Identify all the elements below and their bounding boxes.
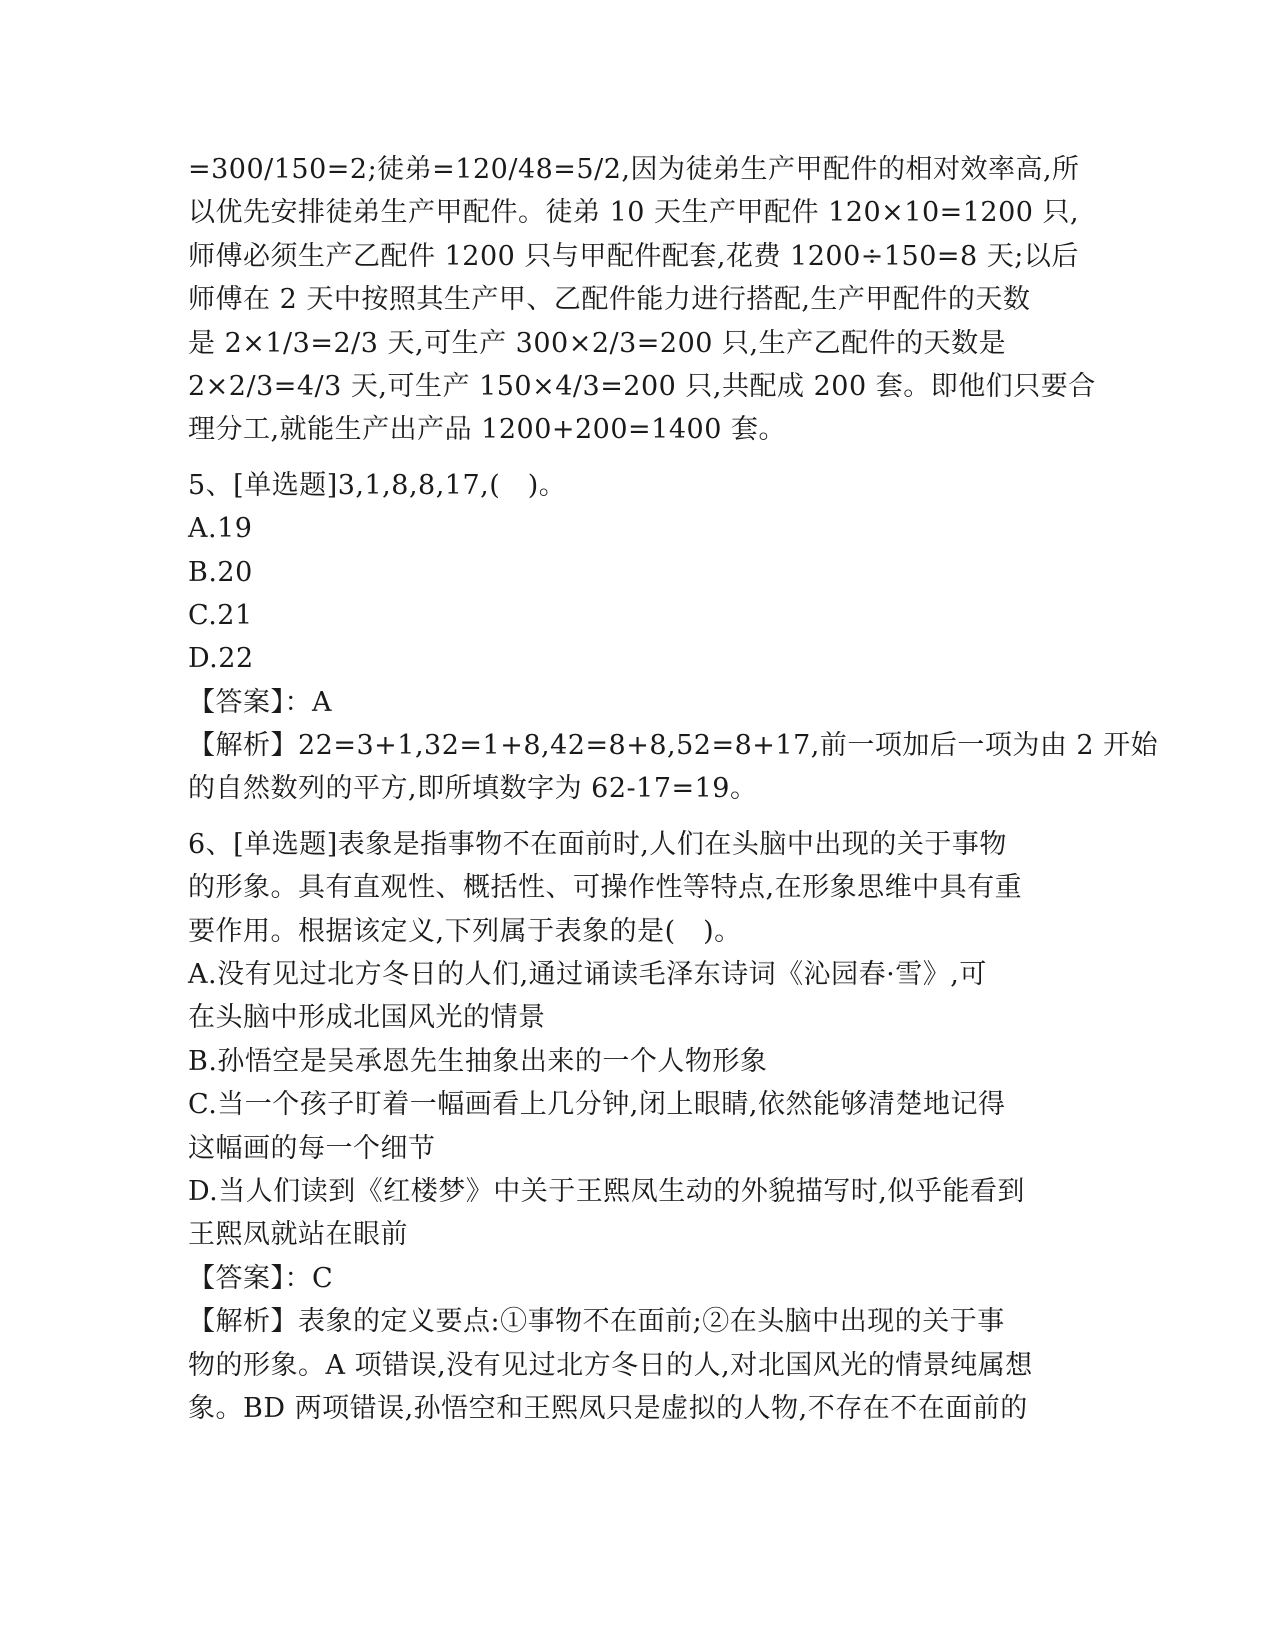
analysis-line: 物的形象。A 项错误,没有见过北方冬日的人,对北国风光的情景纯属想 xyxy=(188,1349,1033,1381)
text-line: 理分工,就能生产出产品 1200+200=1400 套。 xyxy=(188,414,786,446)
option-d: D.22 xyxy=(188,643,254,675)
answer: 【答案】：A xyxy=(188,686,332,718)
text-line: =300/150=2;徒弟=120/48=5/2,因为徒弟生产甲配件的相对效率高,所 xyxy=(188,154,1080,185)
option-d: D.当人们读到《红楼梦》中关于王熙凤生动的外貌描写时,似乎能看到 xyxy=(188,1175,1025,1207)
question-stem: 要作用。根据该定义,下列属于表象的是( )。 xyxy=(188,915,742,947)
spacer xyxy=(188,811,1088,823)
document-page xyxy=(188,148,1159,1430)
option-a: A.19 xyxy=(188,513,253,545)
spacer xyxy=(188,452,1088,464)
question-stem: 5、[单选题]3,1,8,8,17,( )。 xyxy=(188,469,567,501)
previous-analysis-continuation xyxy=(188,148,1096,452)
option-d: 王熙凤就站在眼前 xyxy=(188,1219,408,1251)
analysis-line: 的自然数列的平方,即所填数字为 62-17=19。 xyxy=(188,773,758,805)
question-stem: 的形象。具有直观性、概括性、可操作性等特点,在形象思维中具有重 xyxy=(188,872,1023,904)
text-line: 2×2/3=4/3 天,可生产 150×4/3=200 只,共配成 200 套。即他们只要合 xyxy=(188,370,1096,402)
question-stem: 6、[单选题]表象是指事物不在面前时,人们在头脑中出现的关于事物 xyxy=(188,828,1007,860)
option-c: C.当一个孩子盯着一幅画看上几分钟,闭上眼睛,依然能够清楚地记得 xyxy=(188,1089,1006,1121)
text-line: 师傅必须生产乙配件 1200 只与甲配件配套,花费 1200÷150=8 天;以后 xyxy=(188,240,1079,272)
option-b: B.20 xyxy=(188,556,253,588)
text-line: 是 2×1/3=2/3 天,可生产 300×2/3=200 只,生产乙配件的天数是 xyxy=(188,327,1007,359)
text-line: 师傅在 2 天中按照其生产甲、乙配件能力进行搭配,生产甲配件的天数 xyxy=(188,284,1031,316)
option-a: 在头脑中形成北国风光的情景 xyxy=(188,1002,546,1034)
analysis-line: 【解析】22=3+1,32=1+8,42=8+8,52=8+17,前一项加后一项为由 2 开始 xyxy=(188,730,1159,762)
text-line: 以优先安排徒弟生产甲配件。徒弟 10 天生产甲配件 120×10=1200 只, xyxy=(188,197,1080,229)
answer: 【答案】：C xyxy=(188,1262,334,1294)
analysis-line: 象。BD 两项错误,孙悟空和王熙凤只是虚拟的人物,不存在不在面前的 xyxy=(188,1392,1028,1424)
option-c: C.21 xyxy=(188,599,253,631)
option-a: A.没有见过北方冬日的人们,通过诵读毛泽东诗词《沁园春·雪》,可 xyxy=(188,959,987,991)
option-c: 这幅画的每一个细节 xyxy=(188,1132,436,1164)
analysis-line: 【解析】表象的定义要点:①事物不在面前;②在头脑中出现的关于事 xyxy=(188,1306,1005,1338)
question-5 xyxy=(188,464,1159,811)
question-6 xyxy=(188,823,1088,1430)
option-b: B.孙悟空是吴承恩先生抽象出来的一个人物形象 xyxy=(188,1045,768,1077)
